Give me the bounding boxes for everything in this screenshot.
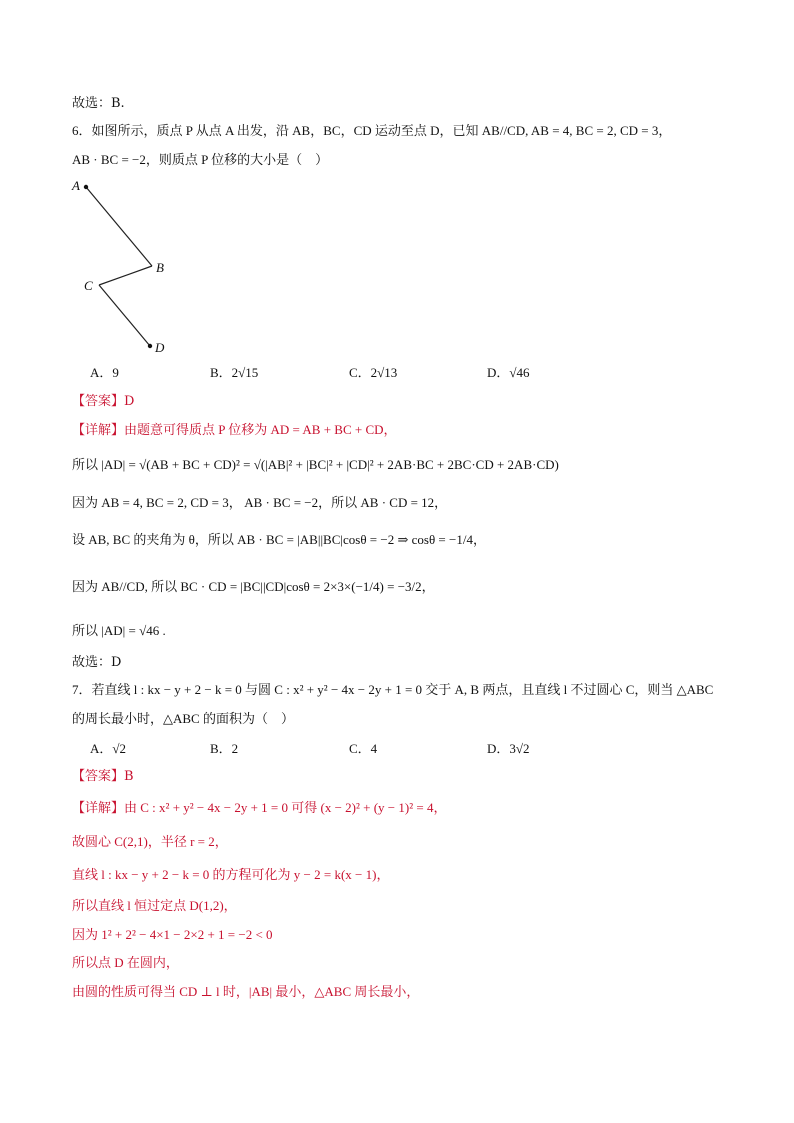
q6-choice-a: A．9 — [90, 365, 119, 380]
detail-tag: 【详解】 — [72, 422, 125, 437]
q6-detail-line1 — [72, 420, 397, 440]
detail-text: 由题意可得质点 P 位移为 AD = AB + BC + CD， — [124, 422, 397, 437]
q7-detail-line6: 所以点 D 在圆内， — [72, 955, 179, 970]
point-a — [84, 185, 88, 189]
q6-stem-line1: 6．如图所示，质点 P 从点 A 出发，沿 AB，BC，CD 运动至点 D，已知 AB//CD, AB = 4, BC = 2, CD = 3， — [72, 123, 672, 138]
answer-value: D — [124, 394, 135, 409]
answer-value: B — [124, 769, 134, 784]
answer-tag: 【答案】 — [72, 394, 125, 409]
q6-detail-line3: 因为 AB = 4, BC = 2, CD = 3， AB · BC = −2，所以 AB · CD = 12， — [72, 495, 448, 510]
q7-choice-d: D．3√2 — [487, 741, 530, 756]
label-d: D — [155, 340, 165, 355]
q6-conclusion: 故选：D — [72, 655, 122, 670]
q7-choice-a: A．√2 — [90, 741, 127, 756]
q7-detail-line2: 故圆心 C(2,1)，半径 r = 2， — [72, 834, 228, 849]
q7-detail-line3: 直线 l : kx − y + 2 − k = 0 的方程可化为 y − 2 = k(x − 1)， — [72, 867, 390, 882]
q7-stem-line2: 的周长最小时，△ABC 的面积为（ ） — [72, 711, 294, 726]
q7-detail-line7: 由圆的性质可得当 CD ⊥ l 时，|AB| 最小，△ABC 周长最小， — [72, 984, 420, 999]
q6-figure — [66, 175, 186, 355]
q7-detail-line4: 所以直线 l 恒过定点 D(1,2)， — [72, 898, 237, 913]
q7-answer-line — [72, 767, 134, 787]
label-a: A — [72, 178, 80, 193]
q7-choice-c: C．4 — [349, 741, 378, 756]
label-c: C — [84, 278, 93, 293]
detail-tag: 【详解】 — [72, 800, 125, 815]
q6-detail-line4: 设 AB, BC 的夹角为 θ，所以 AB · BC = |AB||BC|cosθ = −2 ⇒ cosθ = −1/4， — [72, 532, 486, 547]
q6-detail-line5: 因为 AB//CD, 所以 BC · CD = |BC||CD|cosθ = 2×3×(−1/4) = −3/2， — [72, 579, 435, 594]
answer-tag: 【答案】 — [72, 769, 125, 784]
q6-detail-line2: 所以 |AD| = √(AB + BC + CD)² = √(|AB|² + |BC|² + |CD|² + 2AB·BC + 2BC·CD + 2AB·CD) — [72, 457, 559, 472]
q7-detail-line1 — [72, 798, 446, 818]
q6-detail-line6: 所以 |AD| = √46 . — [72, 623, 166, 638]
q6-choice-b: B．2√15 — [210, 365, 259, 380]
q6-choice-c: C．2√13 — [349, 365, 398, 380]
label-b: B — [156, 260, 164, 275]
detail-text: 由 C : x² + y² − 4x − 2y + 1 = 0 可得 (x − 2)² + (y − 1)² = 4， — [124, 800, 447, 815]
q6-answer-line — [72, 392, 134, 412]
point-d — [148, 344, 152, 348]
previous-conclusion: 故选：B. — [72, 96, 125, 111]
q6-stem-line2: AB · BC = −2，则质点 P 位移的大小是（ ） — [72, 152, 329, 167]
q6-choice-d: D．√46 — [487, 365, 530, 380]
q7-detail-line5: 因为 1² + 2² − 4×1 − 2×2 + 1 = −2 < 0 — [72, 927, 273, 942]
q7-stem-line1: 7．若直线 l : kx − y + 2 − k = 0 与圆 C : x² + y² − 4x − 2y + 1 = 0 交于 A, B 两点，且直线 l 不过圆心 C，则当 △ABC — [72, 682, 714, 697]
q7-choice-b: B．2 — [210, 741, 239, 756]
